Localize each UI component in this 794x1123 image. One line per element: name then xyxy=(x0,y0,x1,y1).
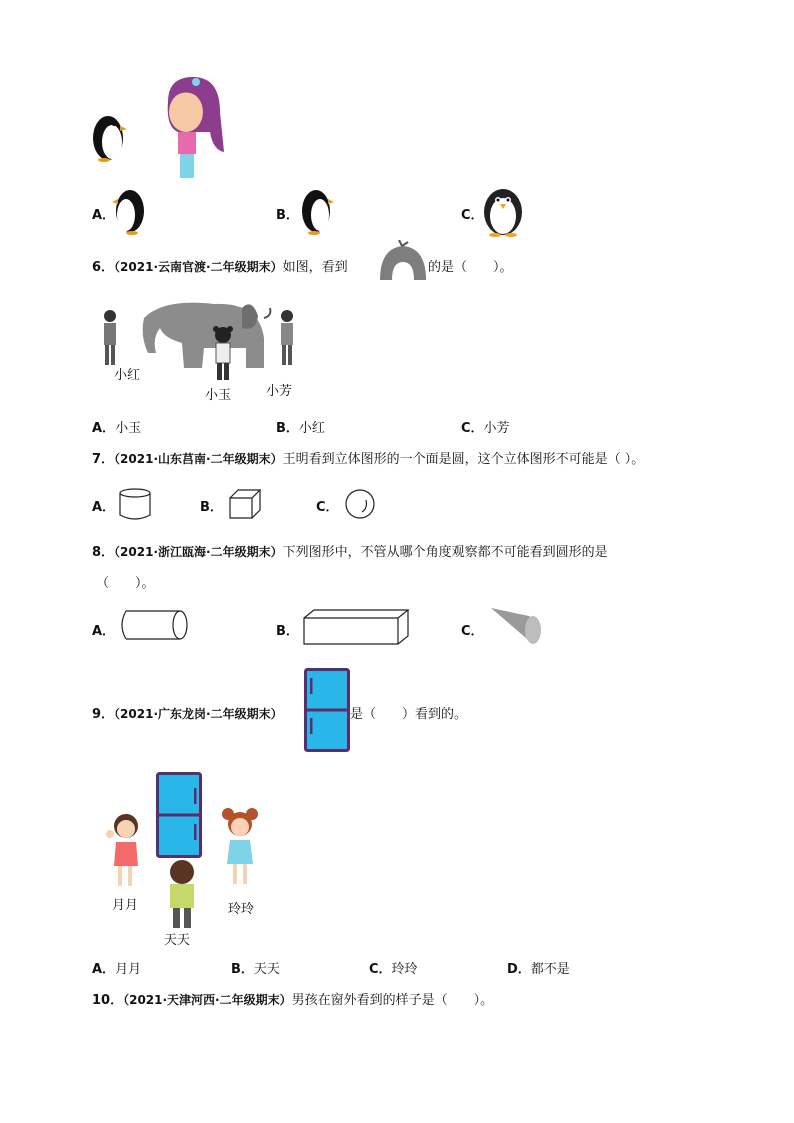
question-number: 9． xyxy=(92,707,115,722)
q7-option-a[interactable] xyxy=(92,488,162,522)
q9-illustration xyxy=(100,772,270,950)
option-letter: B． xyxy=(231,962,254,977)
question-source: （2021·山东莒南·二年级期末） xyxy=(114,452,283,466)
q6-option-c[interactable] xyxy=(461,417,510,436)
question-text: 王明看到立体图形的一个面是圆，这个立体图形不可能是（ ）。 xyxy=(282,452,645,467)
q8-option-c[interactable] xyxy=(461,604,561,652)
option-letter: C． xyxy=(461,421,484,436)
question-number: 6． xyxy=(92,260,115,275)
option-text: 小红 xyxy=(298,421,325,436)
fridge-back-icon xyxy=(304,668,350,752)
girl-yueyue-icon xyxy=(104,810,144,890)
option-letter: B． xyxy=(276,208,299,223)
question-text: 下列图形中，不管从哪个角度观察都不可能看到圆形的是 xyxy=(282,545,608,560)
q6-stem xyxy=(92,256,348,275)
option-text: 玲玲 xyxy=(391,962,418,977)
cube-icon xyxy=(228,488,262,520)
label-xiaoyu: 小玉 xyxy=(205,388,232,403)
cone-icon xyxy=(489,604,545,652)
person-xiaohong-icon xyxy=(98,308,122,368)
q8-option-b[interactable] xyxy=(276,608,416,646)
q9-stem-after: 是（ ）看到的。 xyxy=(350,707,468,722)
elephant-icon xyxy=(134,298,274,368)
question-source: （2021·天津河西·二年级期末） xyxy=(123,993,292,1007)
option-letter: C． xyxy=(369,962,392,977)
cylinder-icon xyxy=(118,488,152,520)
girl-lingling-icon xyxy=(220,806,260,888)
penguin-side-icon xyxy=(88,110,128,162)
cuboid-icon xyxy=(302,608,412,646)
q10-stem xyxy=(92,989,493,1008)
q5-option-a[interactable] xyxy=(92,185,212,235)
question-number: 7． xyxy=(92,452,115,467)
elephant-back-icon xyxy=(378,240,428,280)
sphere-icon xyxy=(344,488,376,520)
option-letter: B． xyxy=(276,421,299,436)
penguin-front-icon xyxy=(481,185,525,237)
q8-option-a[interactable] xyxy=(92,608,202,644)
q9-option-d[interactable] xyxy=(507,958,570,977)
q6-option-a[interactable] xyxy=(92,417,141,436)
question-text: 男孩在窗外看到的样子是（ ）。 xyxy=(291,993,494,1008)
question-source: （2021·云南官渡·二年级期末） xyxy=(114,260,283,274)
question-text: 如图，看到 xyxy=(282,260,348,275)
q9-option-a[interactable] xyxy=(92,958,141,977)
option-letter: A． xyxy=(92,208,116,223)
option-letter: A． xyxy=(92,962,116,977)
option-text: 小玉 xyxy=(115,421,142,436)
question-source: （2021·广东龙岗·二年级期末） xyxy=(114,707,283,721)
option-text: 天天 xyxy=(253,962,280,977)
q5-option-b[interactable] xyxy=(276,185,396,235)
boy-tiantian-icon xyxy=(162,858,202,930)
option-letter: D． xyxy=(507,962,531,977)
person-xiaofang-icon xyxy=(276,308,298,368)
option-text: 都不是 xyxy=(530,962,570,977)
label-xiaofang: 小芳 xyxy=(266,384,293,399)
option-text: 小芳 xyxy=(483,421,510,436)
q7-option-b[interactable] xyxy=(200,488,270,522)
q7-option-c[interactable] xyxy=(316,488,386,522)
q6-option-b[interactable] xyxy=(276,417,325,436)
label-lingling: 玲玲 xyxy=(228,902,255,917)
option-letter: B． xyxy=(200,500,223,515)
q7-stem xyxy=(92,448,644,467)
q6-stem-after: 的是（ ）。 xyxy=(428,260,513,275)
question-number: 8． xyxy=(92,545,115,560)
q6-illustration xyxy=(92,296,312,406)
option-letter: B． xyxy=(276,624,299,639)
option-letter: A． xyxy=(92,500,116,515)
q5-option-c[interactable] xyxy=(461,185,581,237)
q8-stem xyxy=(92,541,608,560)
penguin-side-icon xyxy=(298,185,334,235)
label-yueyue: 月月 xyxy=(112,898,139,913)
q5-illustration xyxy=(88,72,228,182)
girl-icon xyxy=(158,72,228,182)
cylinder-lying-icon xyxy=(118,608,190,642)
q9-option-c[interactable] xyxy=(369,958,418,977)
q9-option-b[interactable] xyxy=(231,958,280,977)
penguin-side-icon xyxy=(112,185,148,235)
option-text: 月月 xyxy=(115,962,142,977)
fridge-icon xyxy=(156,772,202,858)
q8-stem-line2: （ ）。 xyxy=(96,576,155,591)
label-xiaohong: 小红 xyxy=(114,368,141,383)
option-letter: C． xyxy=(461,624,484,639)
question-number: 10． xyxy=(92,993,124,1008)
q9-stem xyxy=(92,703,283,722)
option-letter: C． xyxy=(461,208,484,223)
option-letter: A． xyxy=(92,421,116,436)
label-tiantian: 天天 xyxy=(164,933,191,948)
option-letter: A． xyxy=(92,624,116,639)
option-letter: C． xyxy=(316,500,339,515)
question-source: （2021·浙江瓯海·二年级期末） xyxy=(114,545,283,559)
person-xiaoyu-icon xyxy=(210,326,236,382)
